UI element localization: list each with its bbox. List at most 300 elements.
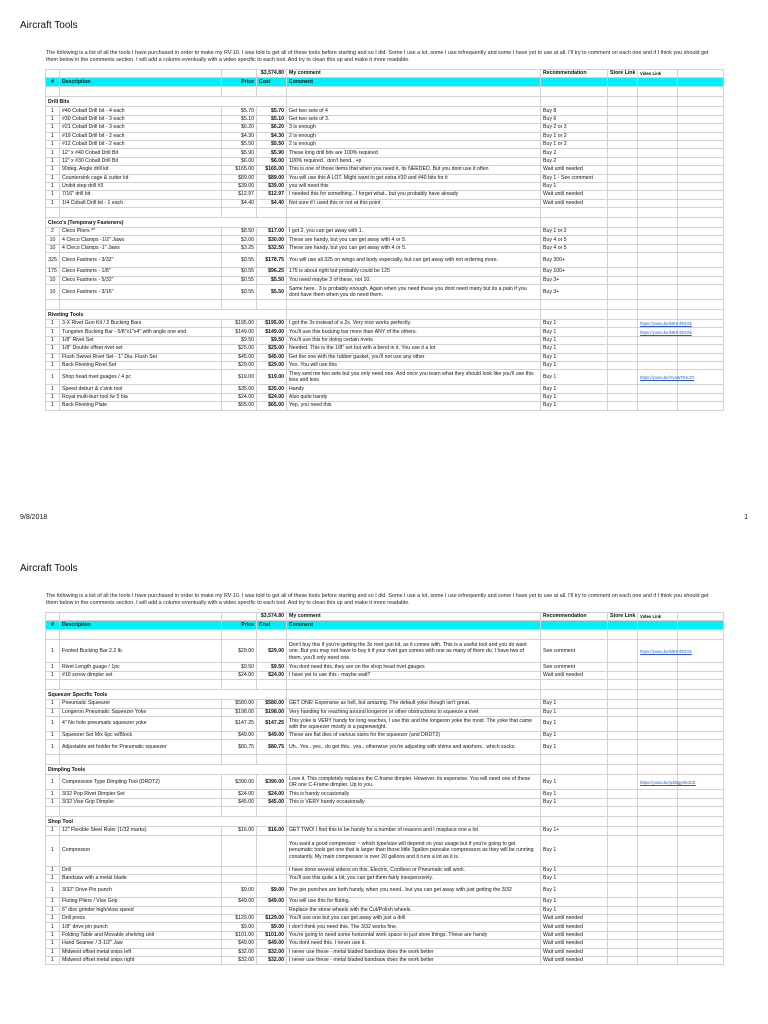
empty-cell (541, 630, 608, 640)
comment-cell: The pin punches are both handy, when you need.. but you can get away with just getting the 3/32 (287, 883, 541, 898)
video-link-cell (638, 906, 678, 914)
comment-cell: Replace the stone wheels with the Cut/Polish wheels. (287, 906, 541, 914)
description-cell: Back Riveting Rivet Set (60, 361, 222, 369)
empty-cell (678, 790, 724, 798)
empty-cell (608, 690, 638, 700)
tool-row (46, 393, 724, 401)
recommendation-cell: Buy 1 (541, 700, 608, 708)
video-link-cell (638, 132, 678, 140)
description-cell: 3/32 Vise Grip Dimpler (60, 798, 222, 806)
empty-cell (678, 393, 724, 401)
empty-cell (222, 300, 257, 310)
quantity-cell: 1 (46, 640, 60, 663)
comment-cell: 2 is enough (287, 140, 541, 148)
empty-cell (678, 208, 724, 218)
empty-cell (46, 87, 60, 97)
store-link-cell (608, 182, 638, 190)
quantity-cell: 1 (46, 132, 60, 140)
tool-row (46, 244, 724, 252)
comment-cell: Not sure if I used this or not at this point (287, 199, 541, 207)
store-link-cell (608, 166, 638, 174)
tool-row (46, 866, 724, 874)
video-link-cell (638, 790, 678, 798)
section-header-row (46, 310, 724, 320)
recommendation-cell: Buy 1 (541, 883, 608, 898)
empty-cell (60, 70, 222, 78)
quantity-cell: 1 (46, 345, 60, 353)
description-cell: Cleco Fastners - 3/32" (60, 253, 222, 268)
empty-cell (541, 807, 608, 817)
tool-row (46, 345, 724, 353)
empty-cell (257, 630, 287, 640)
recommendation-cell: Wait until needed (541, 948, 608, 956)
empty-cell (678, 174, 724, 182)
grand-total: $3,574.80 (257, 613, 287, 621)
description-cell: Midwest offset metal snips left (60, 948, 222, 956)
price-cell: $80.75 (222, 740, 257, 755)
empty-cell (678, 276, 724, 284)
comment-cell: Don't buy this if you're getting the 3x rivet gun kit, as it comes with. This is a useful tool and you do want one. But you may not have to buy it if your rivet gun comes with one as many of them do. I have two of them, you'll only need one. (287, 640, 541, 663)
cost-cell: $6.00 (257, 157, 287, 165)
document-title-page-2: Aircraft Tools (20, 563, 78, 574)
empty-cell (678, 716, 724, 731)
store-link-cell (608, 731, 638, 739)
comment-cell: You'll use this bucking bar more than ANY of the others. (287, 328, 541, 336)
quantity-cell: 1 (46, 182, 60, 190)
quantity-cell: 1 (46, 775, 60, 790)
quantity-cell: 1 (46, 708, 60, 716)
empty-cell (678, 107, 724, 115)
spacer-row (46, 755, 724, 765)
recommendation-cell: Buy 1 or 2 (541, 132, 608, 140)
comment-cell: GET TWO! I find this to be handy for a number of reasons and I misplace one a lot (287, 827, 541, 835)
recommendation-cell: Buy 1 (541, 336, 608, 344)
tool-row (46, 174, 724, 182)
empty-cell (541, 97, 608, 107)
store-link-cell (608, 140, 638, 148)
quantity-cell: 1 (46, 402, 60, 410)
store-link-cell (608, 361, 638, 369)
quantity-cell: 2 (46, 228, 60, 236)
empty-cell (678, 957, 724, 965)
empty-cell (678, 361, 724, 369)
empty-cell (638, 755, 678, 765)
section-header-row (46, 218, 724, 228)
description-cell: 3/32" Drive Pin punch (60, 883, 222, 898)
empty-cell (678, 385, 724, 393)
empty-cell (678, 671, 724, 679)
video-link-cell (638, 923, 678, 931)
store-link-cell (608, 393, 638, 401)
empty-cell (222, 807, 257, 817)
cost-cell: $149.00 (257, 328, 287, 336)
cost-cell: $6.20 (257, 124, 287, 132)
comment-cell: They sent me two sets but you only need one. And once you learn what they should look like you'll use this less and less (287, 370, 541, 385)
recommendation-cell: Wait until needed (541, 931, 608, 939)
quantity-cell: 10 (46, 276, 60, 284)
video-link-cell (638, 385, 678, 393)
video-link-cell (638, 700, 678, 708)
empty-cell (541, 680, 608, 690)
comment-cell: You'll use this for doing certain rivets (287, 336, 541, 344)
recommendation-cell: Buy 1 (541, 402, 608, 410)
recommendation-cell: Buy 3+ (541, 276, 608, 284)
description-cell: Folding Table and Movable shelving unit (60, 931, 222, 939)
price-cell: $16.00 (222, 827, 257, 835)
price-cell: $147.25 (222, 716, 257, 731)
tool-row (46, 276, 724, 284)
description-cell: Flush Swivel Rivet Set - 1" Dia. Flush Set (60, 353, 222, 361)
empty-cell (678, 124, 724, 132)
price-cell: $0.55 (222, 253, 257, 268)
comment-cell: Uh.. Yes.. yes.. do get this.. yes.. otherwise you're adjusting with shims and washers.. which sucks. (287, 740, 541, 755)
empty-cell (678, 191, 724, 199)
my-comment-heading: My comment (287, 70, 541, 78)
recommendation-cell: Buy 1+ (541, 827, 608, 835)
description-cell: 90deg. Angle drill kit (60, 166, 222, 174)
video-link-cell (638, 402, 678, 410)
empty-cell (541, 621, 608, 630)
price-cell: $35.00 (222, 385, 257, 393)
comment-cell: This is one of those items that when you need it, its NEEDED. But you dont use it often (287, 166, 541, 174)
description-cell: 4" No hole pneumatic squeezer yoke (60, 716, 222, 731)
comment-cell: Love it. This completely replaces the C-frame dimpler. However, its expensive. You will need one of these OR one C-Frame dimpler. Up to you. (287, 775, 541, 790)
cost-cell: $24.00 (257, 393, 287, 401)
empty-cell (678, 157, 724, 165)
tool-row (46, 268, 724, 276)
description-cell: Cleco Fastners - 3/16" (60, 285, 222, 300)
empty-cell (678, 731, 724, 739)
tool-row (46, 253, 724, 268)
description-cell: Royal multi-burr tool /w 5 bla (60, 393, 222, 401)
quantity-cell: 1 (46, 149, 60, 157)
cost-cell: $5.10 (257, 115, 287, 123)
empty-cell (678, 115, 724, 123)
recommendation-cell: Buy 1 or 2 (541, 228, 608, 236)
comment-cell: You will use this A LOT. Might want to get extra #30 and #40 bits for it (287, 174, 541, 182)
empty-cell (608, 765, 638, 775)
empty-cell (541, 208, 608, 218)
quantity-cell: 1 (46, 361, 60, 369)
description-cell: Speed deburr & c'sink tool (60, 385, 222, 393)
empty-cell (608, 817, 638, 827)
description-cell: #40 Cobalt Drill bit - 4 each (60, 107, 222, 115)
store-link-cell (608, 276, 638, 284)
video-link-heading: Video Link (638, 613, 678, 621)
cost-cell: $4.30 (257, 132, 287, 140)
store-link-cell (608, 199, 638, 207)
section-header-row (46, 765, 724, 775)
empty-cell (678, 140, 724, 148)
empty-cell (678, 253, 724, 268)
comment-cell: This is VERY handy occasionally (287, 798, 541, 806)
col-header-price: Price (222, 78, 257, 87)
description-cell: Pneumatic Squeezer (60, 700, 222, 708)
col-header-cost: Cost (257, 621, 287, 630)
empty-cell (678, 835, 724, 866)
tool-row (46, 827, 724, 835)
total-row (46, 613, 724, 621)
section-header-row (46, 690, 724, 700)
video-link-cell (638, 835, 678, 866)
recommendation-cell: Buy 1 (541, 320, 608, 328)
quantity-cell: 1 (46, 191, 60, 199)
empty-cell (678, 898, 724, 906)
description-cell: Longeron Pneumatic Squeezer Yoke (60, 708, 222, 716)
store-link-cell (608, 353, 638, 361)
cost-cell: $19.00 (257, 370, 287, 385)
video-link[interactable]: https://youtu.be/k9Hnf4GGk (638, 320, 678, 328)
store-link-cell (608, 402, 638, 410)
quantity-cell: 1 (46, 915, 60, 923)
empty-cell (678, 755, 724, 765)
empty-cell (608, 310, 638, 320)
empty-cell (678, 621, 724, 630)
store-link-cell (608, 244, 638, 252)
tool-row (46, 923, 724, 931)
recommendation-cell: Wait until needed (541, 957, 608, 965)
video-link-cell (638, 285, 678, 300)
recommendation-cell: Buy 1 - See comment (541, 174, 608, 182)
empty-cell (287, 680, 541, 690)
empty-cell (678, 244, 724, 252)
empty-cell (678, 948, 724, 956)
tool-row (46, 740, 724, 755)
description-cell: Unibit step drill #3 (60, 182, 222, 190)
empty-cell (60, 613, 222, 621)
comment-cell: Handy (287, 385, 541, 393)
cost-cell: $9.00 (257, 923, 287, 931)
recommendation-cell: Buy 300+ (541, 253, 608, 268)
empty-cell (678, 353, 724, 361)
video-link[interactable]: https://youtu.be/k9Hnf4GGk (638, 328, 678, 336)
empty-cell (257, 807, 287, 817)
price-cell: $3.25 (222, 244, 257, 252)
quantity-cell: 1 (46, 883, 60, 898)
video-link-cell (638, 236, 678, 244)
cost-cell (257, 874, 287, 882)
quantity-cell: 1 (46, 320, 60, 328)
quantity-cell: 1 (46, 716, 60, 731)
quantity-cell: 1 (46, 385, 60, 393)
cost-cell: $45.00 (257, 798, 287, 806)
empty-cell (257, 87, 287, 97)
cost-cell: $198.00 (257, 708, 287, 716)
empty-cell (60, 87, 222, 97)
empty-cell (257, 680, 287, 690)
description-cell: 7/16" drill bit (60, 191, 222, 199)
recommendation-cell: Buy 6 (541, 115, 608, 123)
empty-cell (287, 208, 541, 218)
quantity-cell: 1 (46, 336, 60, 344)
price-cell: $195.00 (222, 320, 257, 328)
cost-cell: $195.00 (257, 320, 287, 328)
description-cell: #10 screw dimpler set (60, 671, 222, 679)
empty-cell (638, 97, 678, 107)
empty-cell (678, 630, 724, 640)
video-link[interactable]: https://youtu.be/k9Hnf4GGk (638, 640, 678, 663)
empty-cell (608, 630, 638, 640)
empty-cell (60, 208, 222, 218)
description-cell: Compressor (60, 835, 222, 866)
empty-cell (60, 755, 222, 765)
comment-cell: You will use this for fluting. (287, 898, 541, 906)
price-cell: $12.97 (222, 191, 257, 199)
quantity-cell: 1 (46, 923, 60, 931)
comment-cell: This yoke is VERY handy for long reaches, I use this and the longeron yoke the most. The yoke that came with the squeezer mostly is a paperweight. (287, 716, 541, 731)
comment-cell: Same here.. 3 is probably enough. Again when you need these you dont need many but its a pain if you dont have them when you do need them. (287, 285, 541, 300)
empty-cell (222, 208, 257, 218)
tool-row (46, 948, 724, 956)
quantity-cell: 1 (46, 957, 60, 965)
section-title: Drill Bits (46, 97, 287, 107)
store-link-cell (608, 191, 638, 199)
cost-cell: $9.00 (257, 883, 287, 898)
recommendation-cell: See comment (541, 640, 608, 663)
recommendation-cell: Buy 1 (541, 731, 608, 739)
quantity-cell: 1 (46, 393, 60, 401)
description-cell: 12" x #40 Cobalt Drill Bit (60, 149, 222, 157)
tool-row (46, 671, 724, 679)
empty-cell (287, 630, 541, 640)
store-link-cell (608, 370, 638, 385)
store-link-cell (608, 385, 638, 393)
price-cell: $5.90 (222, 149, 257, 157)
tool-row (46, 798, 724, 806)
empty-cell (678, 940, 724, 948)
comment-cell: I never use these - metal bladed bandsaw does the work better (287, 957, 541, 965)
cost-cell: $96.25 (257, 268, 287, 276)
store-link-cell (608, 827, 638, 835)
price-cell (222, 866, 257, 874)
cost-cell: $49.00 (257, 940, 287, 948)
video-link-cell (638, 253, 678, 268)
store-link-cell (608, 285, 638, 300)
footer-page-number: 1 (744, 514, 748, 521)
quantity-cell: 1 (46, 874, 60, 882)
cost-cell (257, 906, 287, 914)
cost-cell: $5.70 (257, 107, 287, 115)
quantity-cell: 1 (46, 353, 60, 361)
recommendation-cell: Buy 2 or 3 (541, 124, 608, 132)
video-link-cell (638, 107, 678, 115)
comment-cell: Get two sets of 4 (287, 107, 541, 115)
store-link-cell (608, 835, 638, 866)
cost-cell: $32.50 (257, 244, 287, 252)
empty-cell (638, 78, 678, 87)
recommendation-cell: Buy 1 (541, 874, 608, 882)
empty-cell (222, 680, 257, 690)
description-cell: #21 Cobalt Drill bit - 3 each (60, 124, 222, 132)
price-cell: $101.00 (222, 931, 257, 939)
section-title: Riveting Tools (46, 310, 287, 320)
empty-cell (678, 132, 724, 140)
price-cell: $24.00 (222, 671, 257, 679)
comment-cell: These are handy, but you can get away with 4 or 5. (287, 236, 541, 244)
empty-cell (608, 680, 638, 690)
store-link-cell (608, 700, 638, 708)
video-link[interactable]: https://youtu.be/YvaW7IHrJ7I (638, 370, 678, 385)
store-link-cell (608, 798, 638, 806)
tool-row (46, 328, 724, 336)
description-cell: 12" x #30 Cobalt Drill Bit (60, 157, 222, 165)
empty-cell (608, 97, 638, 107)
section-header-row (46, 97, 724, 107)
tool-row (46, 931, 724, 939)
tool-row (46, 663, 724, 671)
recommendation-heading: Recommendation (541, 613, 608, 621)
store-link-cell (608, 149, 638, 157)
quantity-cell: 1 (46, 866, 60, 874)
price-cell (222, 906, 257, 914)
price-cell: $165.00 (222, 166, 257, 174)
tool-row (46, 353, 724, 361)
empty-cell (678, 874, 724, 882)
video-link-cell (638, 883, 678, 898)
cost-cell: $32.00 (257, 957, 287, 965)
comment-cell: I have done several videos on this. Electric, Cordless or Pneumatic will work. (287, 866, 541, 874)
recommendation-cell: Buy 2 (541, 157, 608, 165)
tool-row (46, 236, 724, 244)
empty-cell (222, 613, 257, 621)
description-cell: Compression Type Dimpling Tool (DRDT2) (60, 775, 222, 790)
empty-cell (541, 218, 608, 228)
video-link-cell (638, 393, 678, 401)
recommendation-cell: Buy 1 (541, 866, 608, 874)
comment-cell: I never use these - metal bladed bandsaw does the work better (287, 948, 541, 956)
video-link-cell (638, 174, 678, 182)
empty-cell (678, 166, 724, 174)
price-cell: $9.00 (222, 923, 257, 931)
description-cell: Drill (60, 866, 222, 874)
store-link-cell (608, 931, 638, 939)
description-cell: 4 Cleco Clamps -1" Jaws (60, 244, 222, 252)
store-link-cell (608, 883, 638, 898)
empty-cell (678, 70, 724, 78)
description-cell: Rivet Length guage / 1pc (60, 663, 222, 671)
spacer-row (46, 630, 724, 640)
store-link-cell (608, 948, 638, 956)
tool-row (46, 132, 724, 140)
quantity-cell: 1 (46, 671, 60, 679)
spacer-row (46, 680, 724, 690)
video-link-cell (638, 708, 678, 716)
recommendation-cell: Wait until needed (541, 199, 608, 207)
video-link[interactable]: https://youtu.be/p3i8gyGkdCE (638, 775, 678, 790)
tool-row (46, 915, 724, 923)
tool-row (46, 700, 724, 708)
cost-cell: $129.00 (257, 915, 287, 923)
tool-row (46, 140, 724, 148)
comment-cell: 175 is about right but probably could be 125 (287, 268, 541, 276)
document-title: Aircraft Tools (20, 20, 78, 31)
quantity-cell: 325 (46, 253, 60, 268)
empty-cell (678, 765, 724, 775)
video-link-cell (638, 345, 678, 353)
store-link-cell (608, 115, 638, 123)
video-link-cell (638, 268, 678, 276)
empty-cell (678, 906, 724, 914)
cost-cell: $101.00 (257, 931, 287, 939)
section-title: Shop Tool (46, 817, 287, 827)
recommendation-cell: Wait until needed (541, 915, 608, 923)
comment-cell: Yep, you need this (287, 402, 541, 410)
recommendation-cell: Buy 1 (541, 835, 608, 866)
comment-cell: Needed. This is the 1/8" set but with a bend in it. You use it a lot (287, 345, 541, 353)
comment-cell: This is handy occasionally (287, 790, 541, 798)
cost-cell: $580.00 (257, 700, 287, 708)
empty-cell (541, 310, 608, 320)
